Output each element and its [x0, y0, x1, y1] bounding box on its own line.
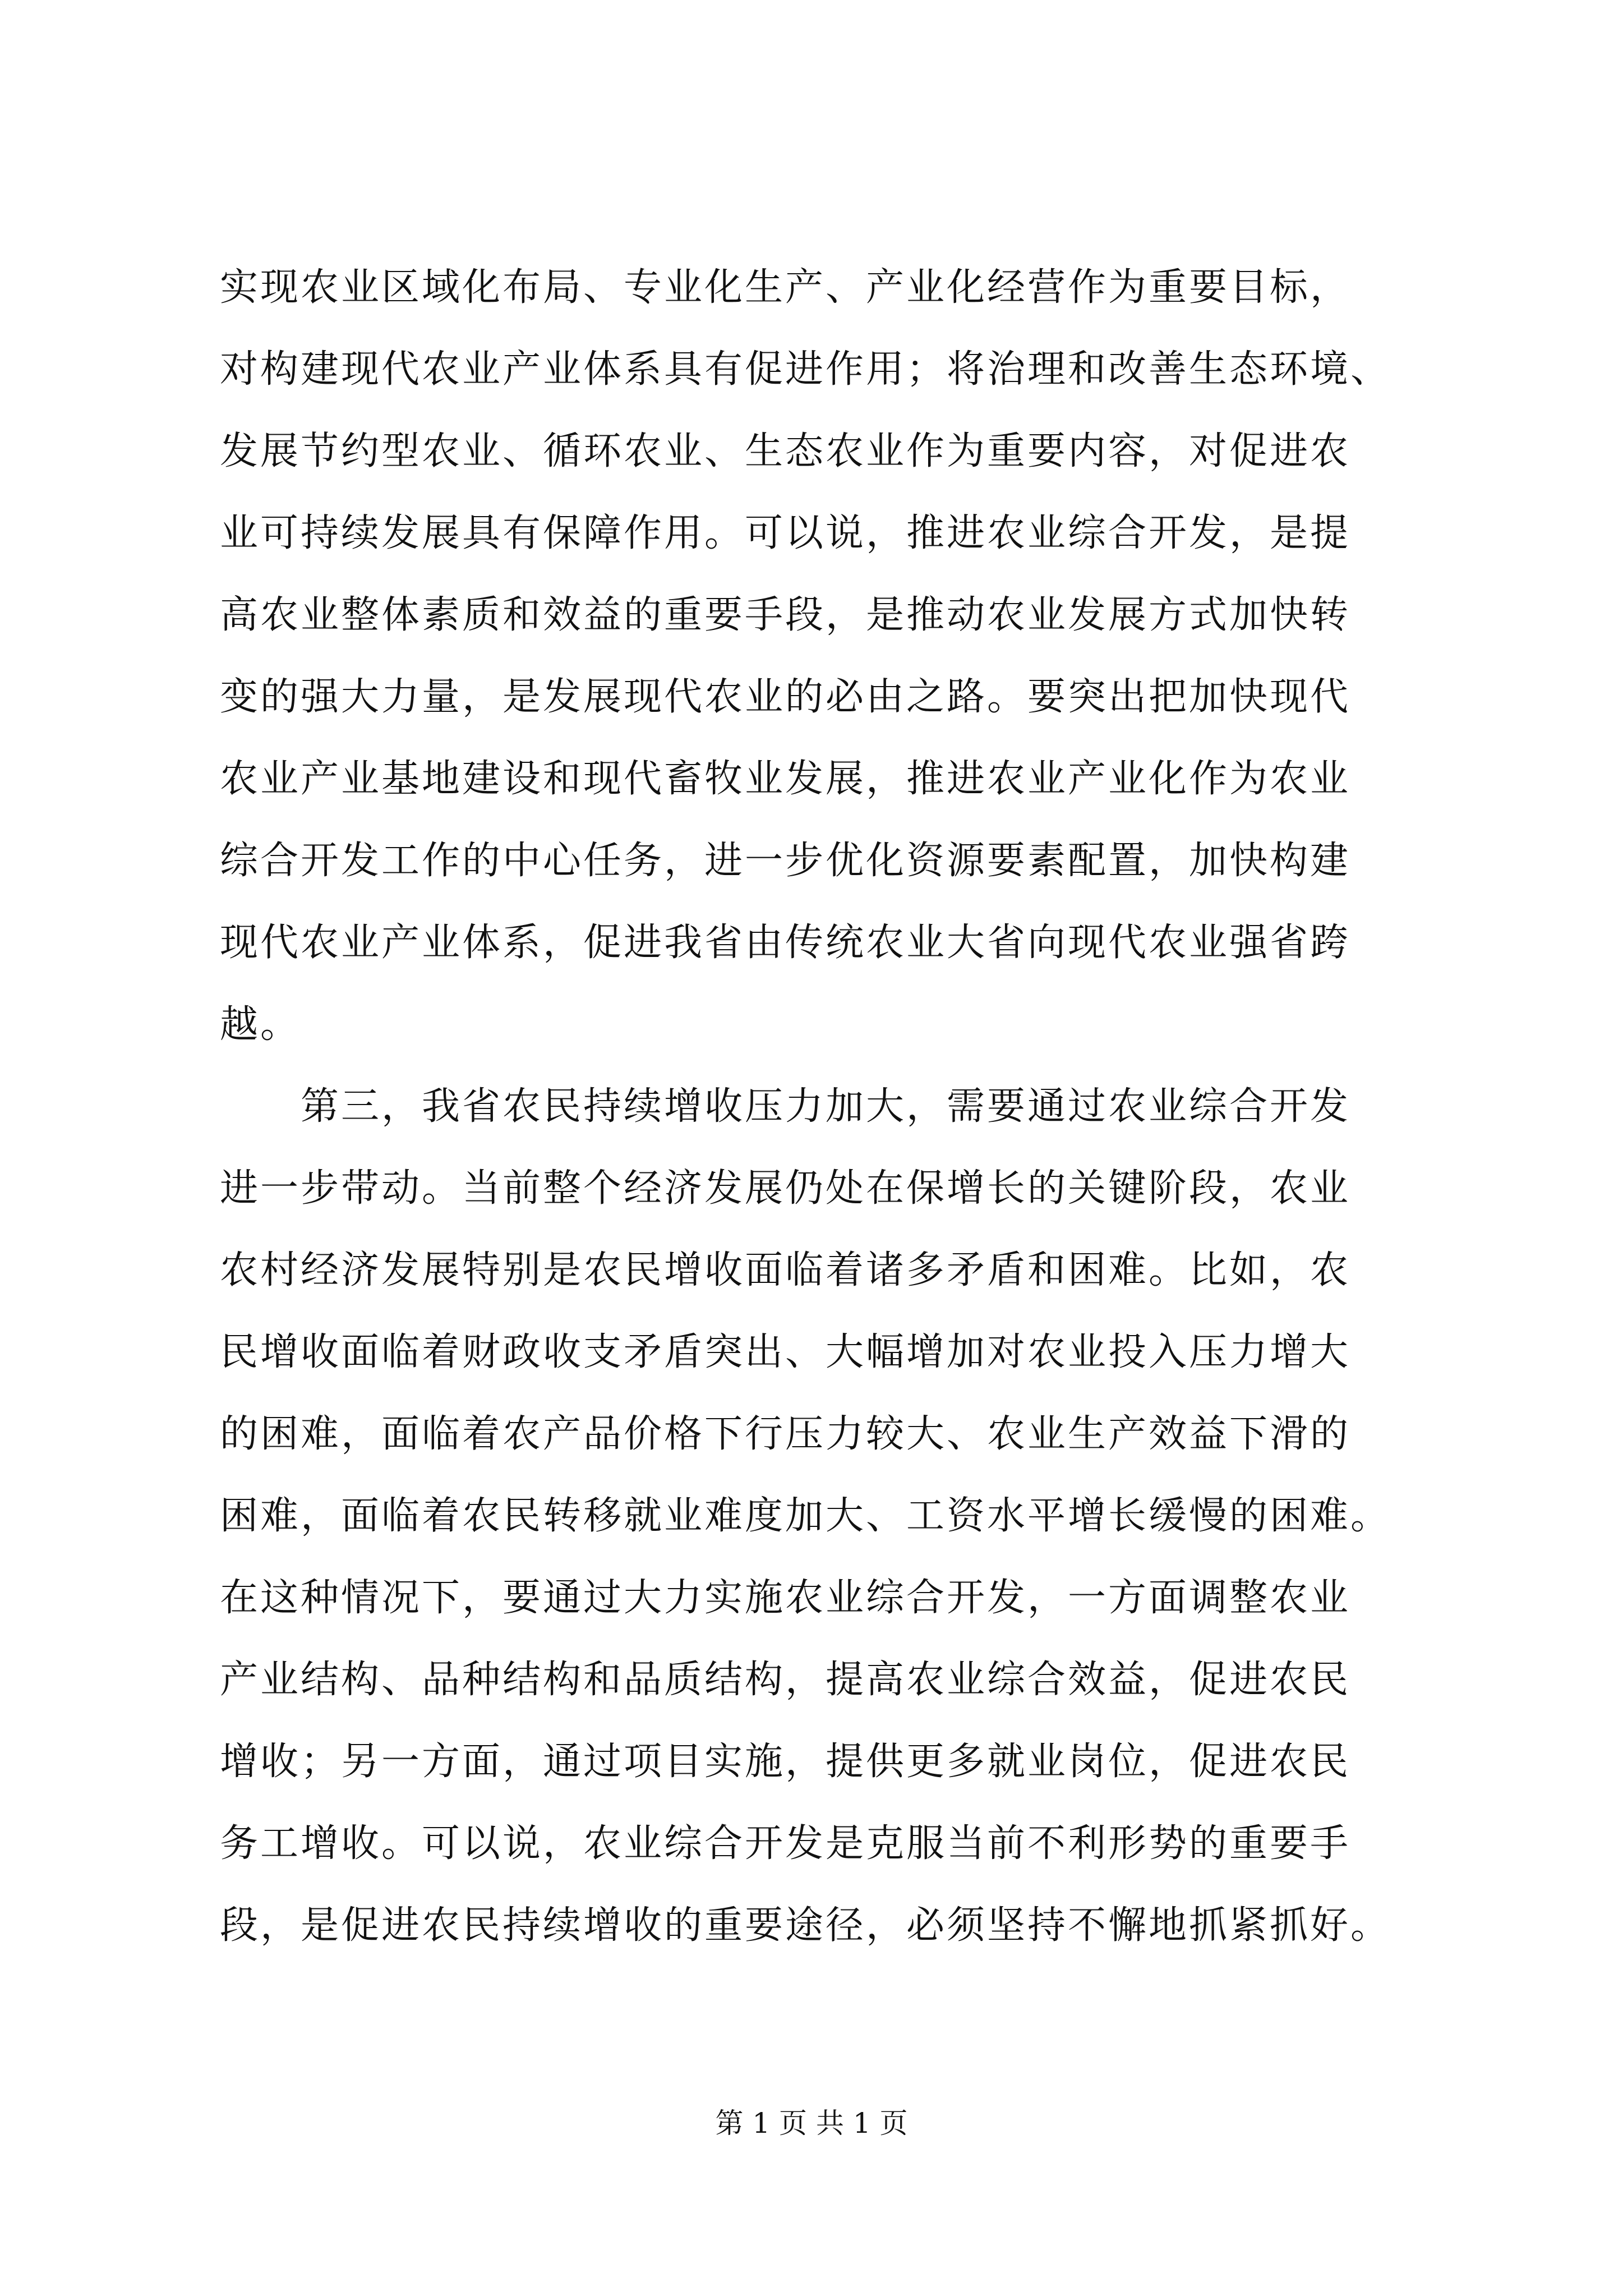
text-line: 进一步带动。当前整个经济发展仍处在保增长的关键阶段，农业 — [220, 1166, 1351, 1211]
text-line: 对构建现代农业产业体系具有促进作用；将治理和改善生态环境、 — [220, 347, 1391, 392]
text-line: 发展节约型农业、循环农业、生态农业作为重要内容，对促进农 — [220, 429, 1351, 473]
text-line: 的困难，面临着农产品价格下行压力较大、农业生产效益下滑的 — [220, 1412, 1351, 1456]
text-line: 业可持续发展具有保障作用。可以说，推进农业综合开发，是提 — [220, 511, 1351, 555]
text-line: 高农业整体素质和效益的重要手段，是推动农业发展方式加快转 — [220, 593, 1351, 637]
text-line: 段，是促进农民持续增收的重要途径，必须坚持不懈地抓紧抓好。 — [220, 1903, 1391, 1948]
text-line: 实现农业区域化布局、专业化生产、产业化经营作为重要目标， — [220, 265, 1351, 310]
body-text — [220, 247, 1510, 1967]
text-line: 综合开发工作的中心任务，进一步优化资源要素配置，加快构建 — [220, 839, 1351, 883]
paragraph-start-line: 第三，我省农民持续增收压力加大，需要通过农业综合开发 — [220, 1084, 1351, 1129]
text-line: 产业结构、品种结构和品质结构，提高农业综合效益，促进农民 — [220, 1658, 1351, 1702]
text-line: 变的强大力量，是发展现代农业的必由之路。要突出把加快现代 — [220, 675, 1351, 719]
page-number-footer: 第 1 页 共 1 页 — [715, 2107, 908, 2139]
text-line: 现代农业产业体系，促进我省由传统农业大省向现代农业强省跨 — [220, 921, 1351, 965]
text-line: 农村经济发展特别是农民增收面临着诸多矛盾和困难。比如，农 — [220, 1248, 1351, 1292]
text-line: 在这种情况下，要通过大力实施农业综合开发，一方面调整农业 — [220, 1576, 1351, 1620]
text-line: 增收；另一方面，通过项目实施，提供更多就业岗位，促进农民 — [220, 1740, 1351, 1784]
text-line: 越。 — [220, 1002, 301, 1047]
text-line: 农业产业基地建设和现代畜牧业发展，推进农业产业化作为农业 — [220, 757, 1351, 801]
text-line: 民增收面临着财政收支矛盾突出、大幅增加对农业投入压力增大 — [220, 1330, 1351, 1374]
text-line: 困难，面临着农民转移就业难度加大、工资水平增长缓慢的困难。 — [220, 1494, 1391, 1538]
text-line: 务工增收。可以说，农业综合开发是克服当前不利形势的重要手 — [220, 1821, 1351, 1866]
